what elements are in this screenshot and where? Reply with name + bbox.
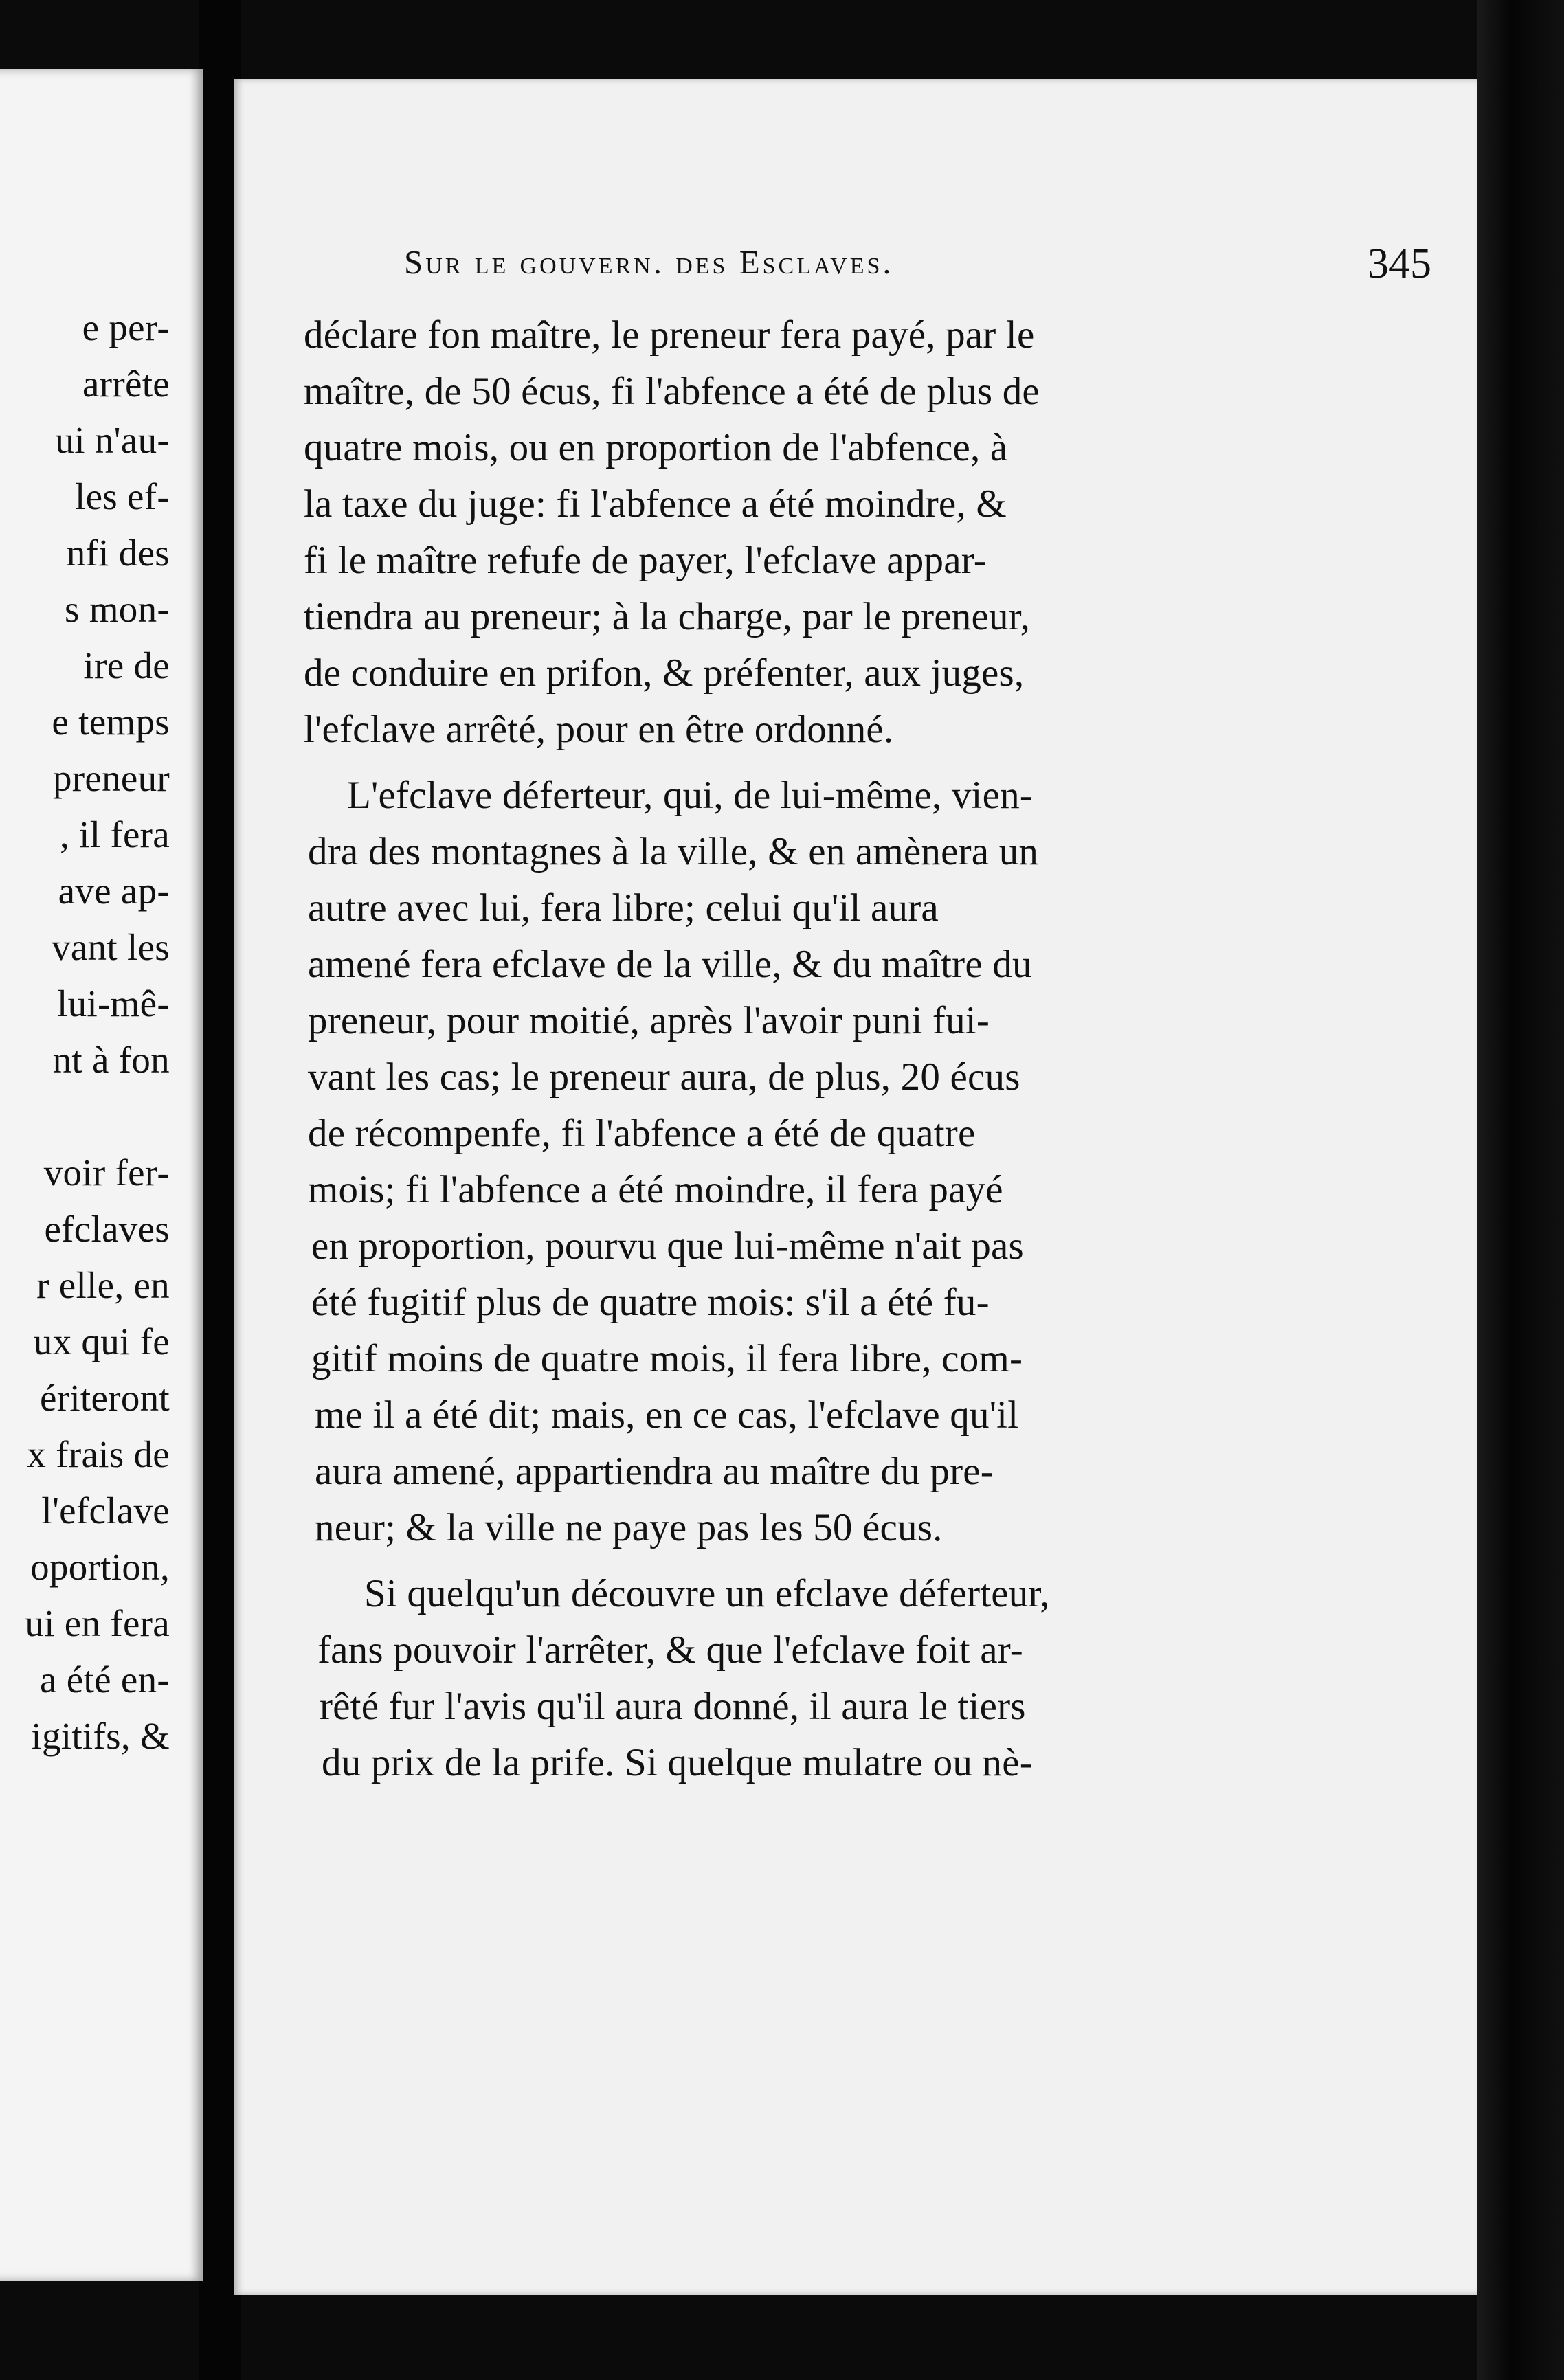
text-line: été fugitif plus de quatre mois: s'il a été fu- <box>311 1281 990 1324</box>
text-line: rêté fur l'avis qu'il aura donné, il aura le tiers <box>320 1685 1026 1728</box>
page-edge-shadow <box>1477 0 1564 2380</box>
running-title: Sur le gouvern. des Esclaves. <box>404 243 894 281</box>
text-line: amené fera efclave de la ville, & du maître du <box>308 943 1032 986</box>
text-line: Si quelqu'un découvre un efclave déferteur, <box>364 1572 1050 1615</box>
left-page-line: a été en- <box>40 1659 170 1700</box>
text-line: L'efclave déferteur, qui, de lui-même, vien- <box>347 774 1033 817</box>
text-line: mois; fi l'abfence a été moindre, il fera payé <box>308 1168 1003 1211</box>
left-page-line: voir fer- <box>43 1152 170 1193</box>
left-page-line: arrête <box>82 363 170 405</box>
text-line: autre avec lui, fera libre; celui qu'il aura <box>308 886 939 930</box>
text-line: aura amené, appartiendra au maître du pre- <box>315 1450 994 1493</box>
left-page-line: efclaves <box>44 1208 170 1250</box>
left-page-fragment <box>0 69 203 2281</box>
text-line: preneur, pour moitié, après l'avoir puni fui- <box>308 999 990 1042</box>
text-line: la taxe du juge: fi l'abfence a été moindre, & <box>304 482 1007 526</box>
text-line: en proportion, pourvu que lui-même n'ait pas <box>311 1224 1024 1268</box>
left-page-line: l'efclave <box>41 1490 170 1531</box>
text-line: tiendra au preneur; à la charge, par le preneur, <box>304 595 1031 638</box>
text-line: fi le maître refufe de payer, l'efclave appar- <box>304 539 987 582</box>
right-page <box>234 79 1477 2295</box>
left-page-line: preneur <box>52 757 170 799</box>
left-page-line: x frais de <box>27 1433 170 1475</box>
left-page-line: ui n'au- <box>55 419 170 461</box>
text-line: de conduire en prifon, & préfenter, aux juges, <box>304 651 1025 695</box>
left-page-line: les ef- <box>75 475 170 517</box>
text-line: dra des montagnes à la ville, & en amènera un <box>308 830 1039 873</box>
text-line: neur; & la ville ne paye pas les 50 écus. <box>315 1506 943 1549</box>
left-page-line: ave ap- <box>58 870 170 912</box>
left-page-line: nt à fon <box>52 1039 170 1081</box>
left-page-line: , il fera <box>60 813 170 855</box>
left-page-line: igitifs, & <box>31 1715 170 1757</box>
left-page-line: vant les <box>52 926 170 968</box>
text-line: gitif moins de quatre mois, il fera libre, com- <box>311 1337 1023 1380</box>
text-line: du prix de la prife. Si quelque mulatre ou nè- <box>322 1741 1033 1784</box>
left-page-line: lui-mê- <box>57 983 170 1024</box>
text-line: de récompenfe, fi l'abfence a été de quatre <box>308 1112 976 1155</box>
text-line: fans pouvoir l'arrêter, & que l'efclave foit ar- <box>317 1628 1023 1672</box>
left-page-line: nfi des <box>66 532 170 574</box>
text-line: me il a été dit; mais, en ce cas, l'efclave qu'il <box>315 1393 1019 1437</box>
left-page-line: ire de <box>83 644 170 686</box>
left-page-line: ériteront <box>40 1377 170 1419</box>
text-line: l'efclave arrêté, pour en être ordonné. <box>304 708 894 751</box>
page-number: 345 <box>1367 240 1431 287</box>
left-page-line: r elle, en <box>36 1264 170 1306</box>
text-line: maître, de 50 écus, fi l'abfence a été de plus de <box>304 370 1040 413</box>
text-line: vant les cas; le preneur aura, de plus, 20 écus <box>308 1055 1020 1099</box>
left-page-line: e per- <box>82 306 170 348</box>
left-page-line: ux qui fe <box>33 1321 170 1362</box>
left-page-line: ui en fera <box>25 1602 170 1644</box>
left-page-line: s mon- <box>64 588 170 630</box>
running-head <box>404 240 1431 298</box>
text-line: déclare fon maître, le preneur fera payé, par le <box>304 313 1035 357</box>
text-line: quatre mois, ou en proportion de l'abfence, à <box>304 426 1008 469</box>
left-page-line: e temps <box>52 701 170 743</box>
left-page-line: oportion, <box>30 1546 170 1588</box>
